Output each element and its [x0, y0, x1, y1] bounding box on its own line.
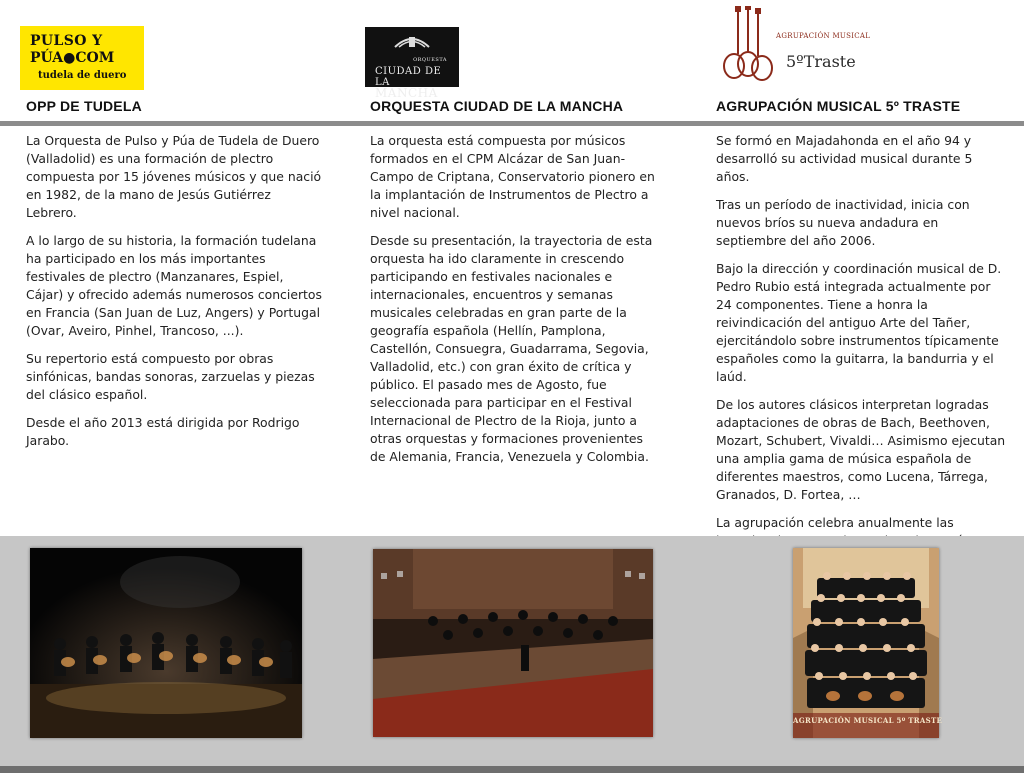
photo-tudela-orchestra: [30, 548, 302, 738]
mancha-logo-line3: MANCHA: [375, 86, 438, 100]
paragraph: Desde el año 2013 está dirigida por Rodrigo Jarabo.: [26, 415, 300, 448]
quinto-traste-logo: [716, 6, 871, 82]
pulso-logo-line2: PÚA●COM: [30, 50, 115, 66]
paragraph: A lo largo de su historia, la formación tudelana ha participado en los más importantes festivales de plectro (Manzanares, Espiel, Cájar) y ofrecido además numerosos conciertos en Francia (San Juan de Luz, Angers) y Portugal (Ovar, Aveiro, Pinhel, Trancoso, ...).: [26, 233, 322, 338]
paragraph: Se formó en Majadahonda en el año 94 y desarrolló su actividad musical durante 5 años.: [716, 133, 973, 184]
traste-logo-line1: AGRUPACIÓN MUSICAL: [776, 32, 871, 40]
body-text-tudela: [26, 132, 322, 460]
mancha-logo-line1: ORQUESTA: [413, 57, 447, 63]
pulso-y-pua-logo: [20, 26, 144, 90]
group-photo-image: [793, 548, 943, 738]
header-divider: [0, 121, 1024, 126]
mancha-logo-line2: CIUDAD DE LA: [375, 66, 442, 88]
stage-photo-image: [30, 548, 302, 738]
paragraph: La agrupación celebra anualmente las: [716, 515, 954, 530]
pulso-logo-line3: tudela de duero: [38, 70, 127, 81]
paragraph: La Orquesta de Pulso y Púa de Tudela de Duero (Valladolid) es una formación de plectro compuesta por 15 jóvenes músicos y que nació en 1982, de la mano de Jesús Gutiérrez Lebrero.: [26, 133, 322, 220]
section-title-mancha: ORQUESTA CIUDAD DE LA MANCHA: [370, 98, 624, 114]
concert-hall-photo-image: [373, 549, 653, 737]
section-title-traste: AGRUPACIÓN MUSICAL 5º TRASTE: [716, 98, 961, 114]
photo-mancha-orchestra: [373, 549, 653, 737]
traste-logo-line2: 5ºTraste: [786, 52, 856, 71]
body-text-traste: [716, 132, 1008, 578]
mancha-logo-text: [375, 55, 459, 99]
section-title-tudela: OPP DE TUDELA: [26, 98, 142, 114]
paragraph: De los autores clásicos interpretan logradas adaptaciones de obras de Bach, Beethoven, Mozart, Schubert, Vivaldi… Asimismo ejecutan una amplia gama de música española de diferentes maestros, como Lucena, Tárrega, Granados, D. Fortea, …: [716, 397, 1006, 502]
paragraph: Su repertorio está compuesto por obras sinfónicas, bandas sonoras, zarzuelas y piezas del clásico español.: [26, 351, 315, 402]
paragraph: Tras un período de inactividad, inicia con nuevos bríos su nueva andadura en septiembre del año 2006.: [716, 197, 970, 248]
guitars-icon: [716, 6, 786, 82]
body-text-mancha: [370, 132, 660, 476]
ciudad-de-la-mancha-logo: [365, 27, 459, 100]
photo-caption: AGRUPACIÓN MUSICAL 5º TRASTE: [793, 716, 943, 725]
paragraph: La orquesta está compuesta por músicos formados en el CPM Alcázar de San Juan-Campo de Criptana, Conservatorio pionero en la implantación de Instrumentos de Plectro a nivel nacional.: [370, 133, 655, 220]
paragraph: Desde su presentación, la trayectoria de esta orquesta ha ido claramente in crescendo participando en festivales nacionales e internacionales, encuentros y semanas musicales celebradas en gran parte de la geografía española (Hellín, Pamplona, Castellón, Consuegra, Guadarrama, Segovia, Valladolid, etc.) con gran éxito de crítica y público. El pasado mes de Agosto, fue seleccionada para participar en el Festival Internacional de Plectro de la Rioja, junto a otras orquestas y formaciones provenientes de Alemania, Francia, Venezuela y Colombia.: [370, 233, 653, 464]
footer-divider: [0, 766, 1024, 773]
paragraph: Bajo la dirección y coordinación musical de D. Pedro Rubio está integrada actualmente por 24 componentes. Tiene a honra la reivindicación del antiguo Arte del Tañer, ejercitándolo sobre instrumentos típicamente españoles como la guitarra, la bandurria y el laúd.: [716, 261, 1002, 384]
photo-traste-group: [793, 548, 943, 738]
pulso-logo-line1: PULSO Y: [30, 33, 103, 49]
